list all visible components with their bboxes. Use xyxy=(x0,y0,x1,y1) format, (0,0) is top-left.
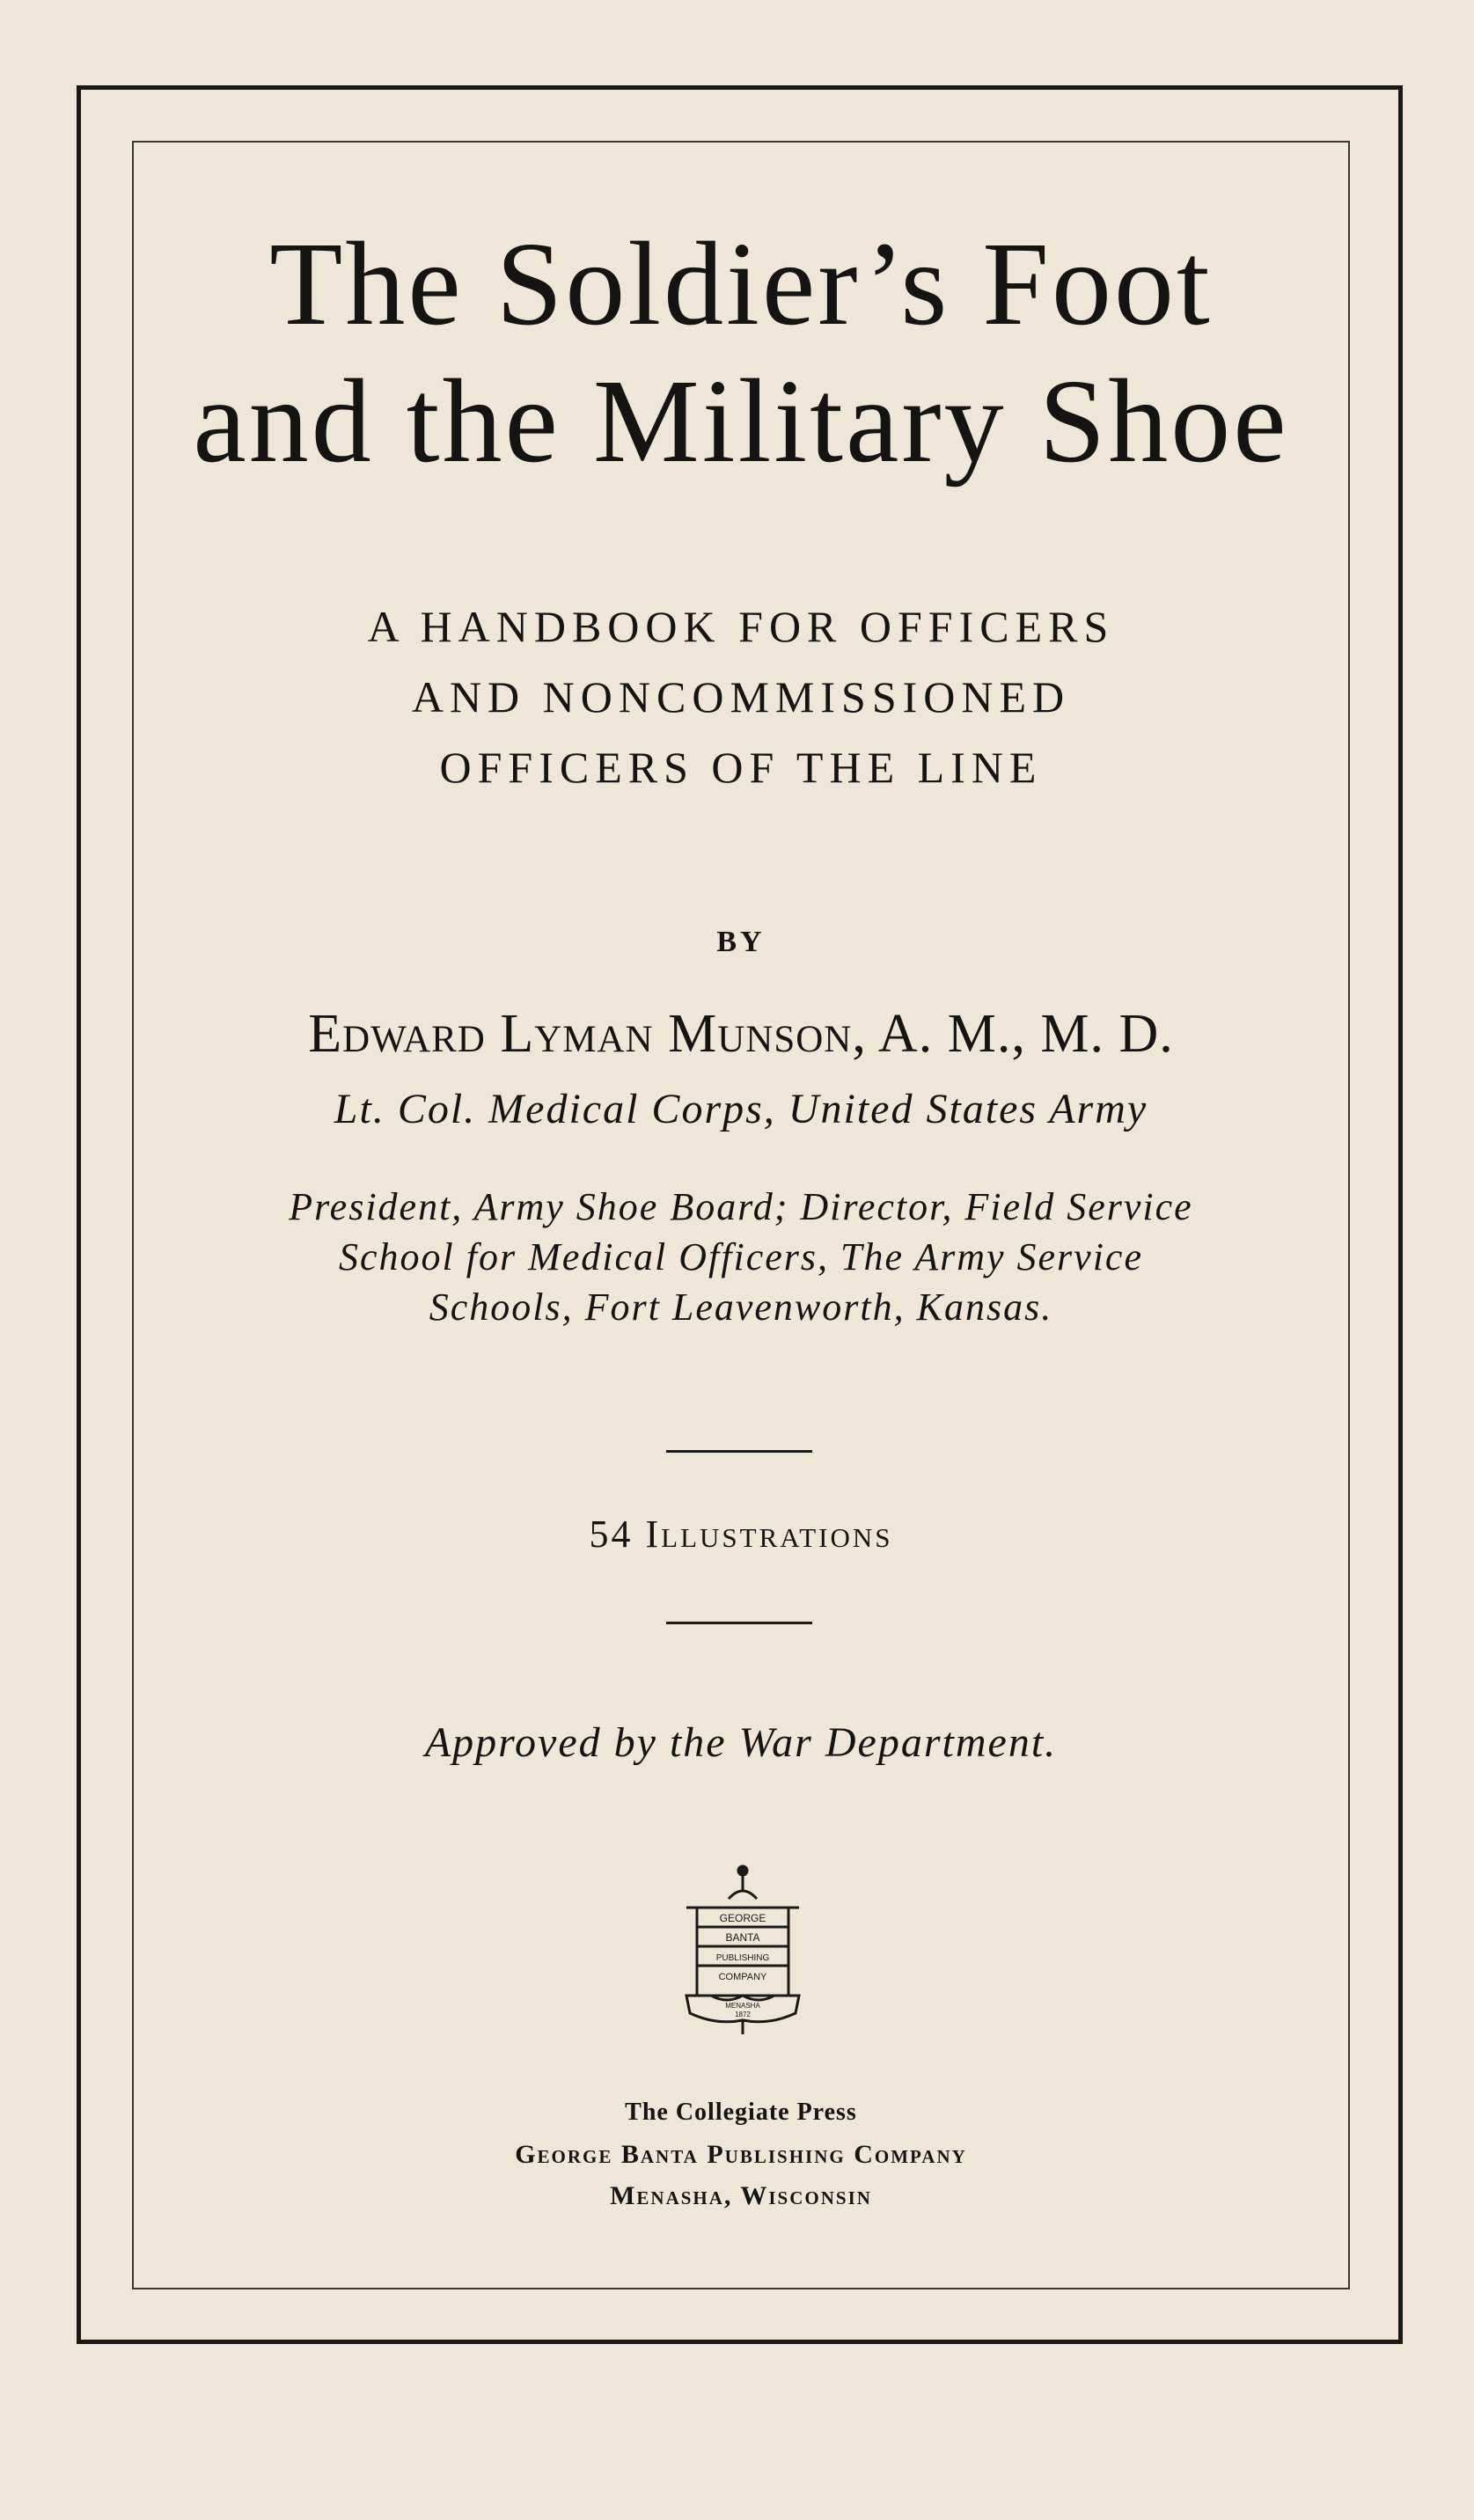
positions-line-1: President, Army Shoe Board; Director, Field Service xyxy=(289,1185,1193,1228)
press-name: The Collegiate Press xyxy=(625,2099,857,2126)
book-title xyxy=(132,216,1350,491)
publisher-emblem-icon xyxy=(681,1864,804,2036)
subtitle-line-3: OFFICERS OF THE LINE xyxy=(439,743,1043,792)
publisher-city: Menasha, Wisconsin xyxy=(610,2181,872,2210)
publisher-name: George Banta Publishing Company xyxy=(515,2140,967,2169)
subtitle-line-2: AND NONCOMMISSIONED xyxy=(411,672,1071,722)
emblem-line-2: BANTA xyxy=(725,1931,760,1944)
emblem-line-4: COMPANY xyxy=(718,1972,767,1982)
emblem-line-3: PUBLISHING xyxy=(715,1953,770,1963)
subtitle xyxy=(132,591,1350,802)
by-label: BY xyxy=(716,926,766,958)
author-rank: Lt. Col. Medical Corps, United States Army xyxy=(334,1086,1148,1132)
divider-rule-bottom xyxy=(666,1622,812,1624)
illustrations-count: 54 Illustrations xyxy=(589,1513,893,1556)
approval-note: Approved by the War Department. xyxy=(424,1719,1058,1766)
divider-rule-top xyxy=(666,1450,812,1453)
subtitle-line-1: A HANDBOOK FOR OFFICERS xyxy=(367,602,1115,651)
emblem-line-5: MENASHA xyxy=(725,2002,760,2010)
emblem-line-1: GEORGE xyxy=(719,1912,766,1924)
title-line-2: and the Military Shoe xyxy=(193,355,1289,488)
title-line-1: The Soldier’s Foot xyxy=(269,218,1213,350)
author-positions xyxy=(132,1182,1350,1332)
positions-line-2: School for Medical Officers, The Army Service xyxy=(339,1235,1143,1278)
emblem-line-6: 1872 xyxy=(735,2011,751,2018)
positions-line-3: Schools, Fort Leavenworth, Kansas. xyxy=(429,1286,1053,1329)
author-name: Edward Lyman Munson, A. M., M. D. xyxy=(308,1004,1174,1064)
